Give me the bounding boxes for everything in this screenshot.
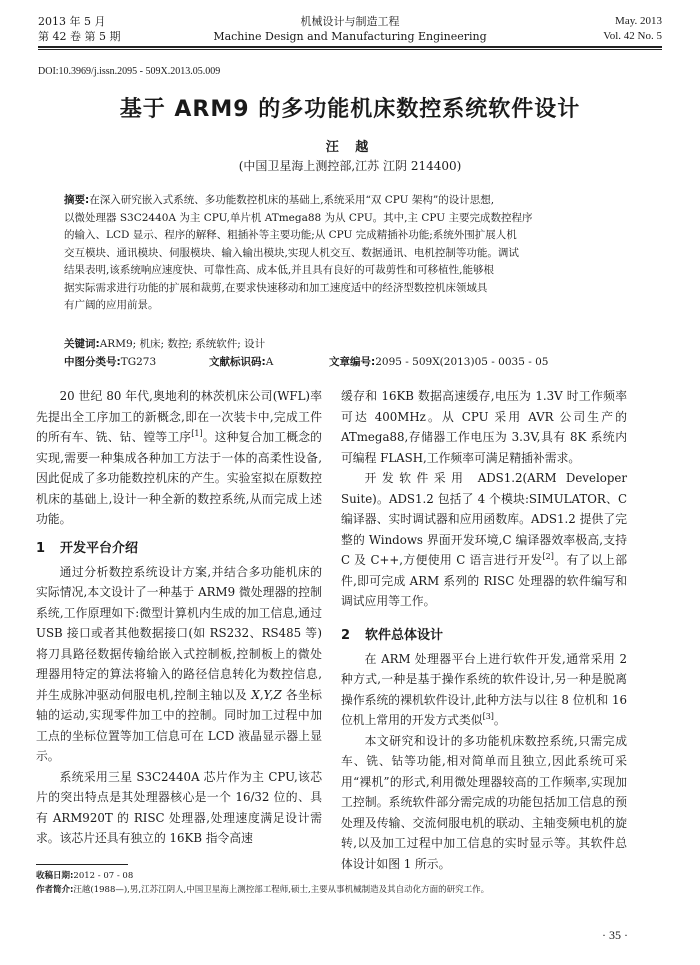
- abstract-line: 摘要:在深入研究嵌入式系统、多功能数控机床的基础上,系统采用“双 CPU 架构”的设计思想,: [64, 194, 495, 206]
- abstract-line: 有广阔的应用前景。: [64, 299, 159, 311]
- body-paragraph: 开发软件采用 ADS1.2(ARM Developer Suite)。ADS1.2 包括了 4 个模块:SIMULATOR、C 编译器、实时调试器和应用函数库。ADS1.2 提供了完整的 Windows 界面开发环境,C 编译器效率极高,支持 C 及 C++,方便使用 C 语言进行开发[2]。有了以上部件,即可完成 ARM 系列的 RISC 处理器的软件编写和调试应用等工作。: [341, 471, 627, 608]
- article-number: 文章编号:2095 - 509X(2013)05 - 0035 - 05: [329, 356, 549, 368]
- abstract-line: 的输入、LCD 显示、程序的解释、粗插补等主要功能;从 CPU 完成精插补功能;系统外围扩展人机: [64, 229, 517, 241]
- page-number: · 35 ·: [602, 928, 628, 942]
- abstract-line: 交互模块、通讯模块、伺服模块、输入输出模块,实现人机交互、数据通讯、电机控制等功能。调试: [64, 246, 519, 259]
- abstract-line: 结果表明,该系统响应速度快、可靠性高、成本低,并且具有良好的可裁剪性和可移植性,能够根: [64, 264, 495, 276]
- body-column-right: [341, 386, 627, 874]
- abstract: [64, 192, 638, 315]
- clc-code: 中图分类号:TG273: [64, 356, 157, 368]
- doi: DOI:10.3969/j.issn.2095 - 509X.2013.05.009: [38, 66, 221, 77]
- paper-title: 基于 ARM9 的多功能机床数控系统软件设计: [119, 97, 581, 122]
- header-volume: 第 42 卷 第 5 期: [38, 30, 121, 43]
- author-bio: 作者简介:汪越(1988—),男,江苏江阴人,中国卫星海上测控部工程师,硕士,主要从事机械制造及其自动化方面的研究工作。: [36, 885, 490, 895]
- header-volume-en: Vol. 42 No. 5: [603, 30, 662, 42]
- abstract-line: 据实际需求进行功能的扩展和裁剪,在要求快速移动和加工速度适中的经济型数控机床领域具: [64, 281, 488, 294]
- abstract-line: 以微处理器 S3C2440A 为主 CPU,单片机 ATmega88 为从 CPU。其中,主 CPU 主要完成数控程序: [64, 211, 533, 224]
- journal-name-cn: 机械设计与制造工程: [300, 15, 400, 28]
- header-rule-thin: [38, 49, 662, 50]
- journal-name-en: Machine Design and Manufacturing Engineering: [213, 30, 487, 43]
- body-paragraph: 系统采用三星 S3C2440A 芯片作为主 CPU,该芯片的突出特点是其处理器核心是一个 16/32 位的、具有 ARM920T 的 RISC 处理器,处理速度满足设计需求。该芯片还具有独立的 16KB 指令高速: [36, 769, 322, 845]
- body-paragraph: 本文研究和设计的多功能机床数控系统,只需完成车、铣、钻等功能,相对简单而且独立,因此系统可采用“裸机”的形式,利用微处理器较高的工作频率,实现加工控制。系统软件部分需完成的功能包括加工信息的预处理及传输、交流伺服电机的联动、主轴变频电机的旋转,以及加工过程中加工信息的实时显示等。其软件总体设计如图 1 所示。: [341, 733, 627, 871]
- body-paragraph: 缓存和 16KB 数据高速缓存,电压为 1.3V 时工作频率可达 400MHz。从 CPU 采用 AVR 公司生产的 ATmega88,存储器工作电压为 3.3V,具有 8K 系统内可编程 FLASH,工作频率可满足精插补需求。: [341, 389, 627, 465]
- section-heading-1: 1 开发平台介绍: [36, 540, 139, 556]
- body-column-left: [36, 386, 322, 849]
- section-heading-2: 2 软件总体设计: [341, 627, 444, 643]
- abstract-label: 摘要:: [64, 194, 90, 206]
- citation-ref: [2]: [542, 552, 554, 562]
- citation-ref: [1]: [191, 429, 203, 439]
- intro-paragraph: 20 世纪 80 年代,奥地利的林茨机床公司(WFL)率先提出全工序加工的新概念,即在一次装卡中,完成工件的所有车、铣、钻、镗等工序[1]。这种复合加工概念的实现,需要一种集成各种加工方法于一体的高柔性设备,因此促成了多功能数控机床的产生。实验室拟在原数控机床的基础上,设计一种全新的数控系统,从而完成上述功能。: [36, 389, 322, 526]
- body-paragraph: 在 ARM 处理器平台上进行软件开发,通常采用 2 种方式,一种是基于操作系统的软件设计,另一种是脱离操作系统的裸机软件设计,此种方法与以往 8 位机和 16 位机上常用的开发方式类似[3]。: [341, 651, 627, 727]
- body-paragraph: 通过分析数控系统设计方案,并结合多功能机床的实际情况,本文设计了一种基于 ARM9 微处理器的控制系统,工作原理如下:微型计算机内生成的加工信息,通过 USB 接口或者其他数据接口(如 RS232、RS485 等)将刀具路径数据传输给嵌入式控制板,控制板上的微处理器用特定的算法将输入的路径信息转化为数控信息,并生成脉冲驱动伺服电机,控制主轴以及 X,Y,Z 各坐标轴的运动,实现零件加工中的控制。同时加工过程中加工点的坐标位置等加工信息可在 LCD 液晶显示器上显示。: [36, 564, 322, 763]
- citation-ref: [3]: [482, 712, 494, 722]
- author-name: 汪 越: [325, 140, 375, 155]
- document-code: 文献标识码:A: [209, 356, 274, 368]
- keywords: [64, 336, 265, 351]
- header-date-en: May. 2013: [615, 15, 662, 27]
- footnote-rule: [36, 864, 128, 865]
- header-journal: [38, 14, 662, 44]
- author-affiliation: (中国卫星海上测控部,江苏 江阴 214400): [238, 159, 462, 173]
- received-date: 收稿日期:2012 - 07 - 08: [36, 871, 134, 881]
- header-issue-en: [603, 14, 662, 44]
- header-date: 2013 年 5 月: [38, 15, 106, 28]
- keywords-text: ARM9; 机床; 数控; 系统软件; 设计: [99, 338, 266, 350]
- header-rule-thick: [38, 46, 662, 48]
- keywords-label: 关键词:: [64, 338, 100, 350]
